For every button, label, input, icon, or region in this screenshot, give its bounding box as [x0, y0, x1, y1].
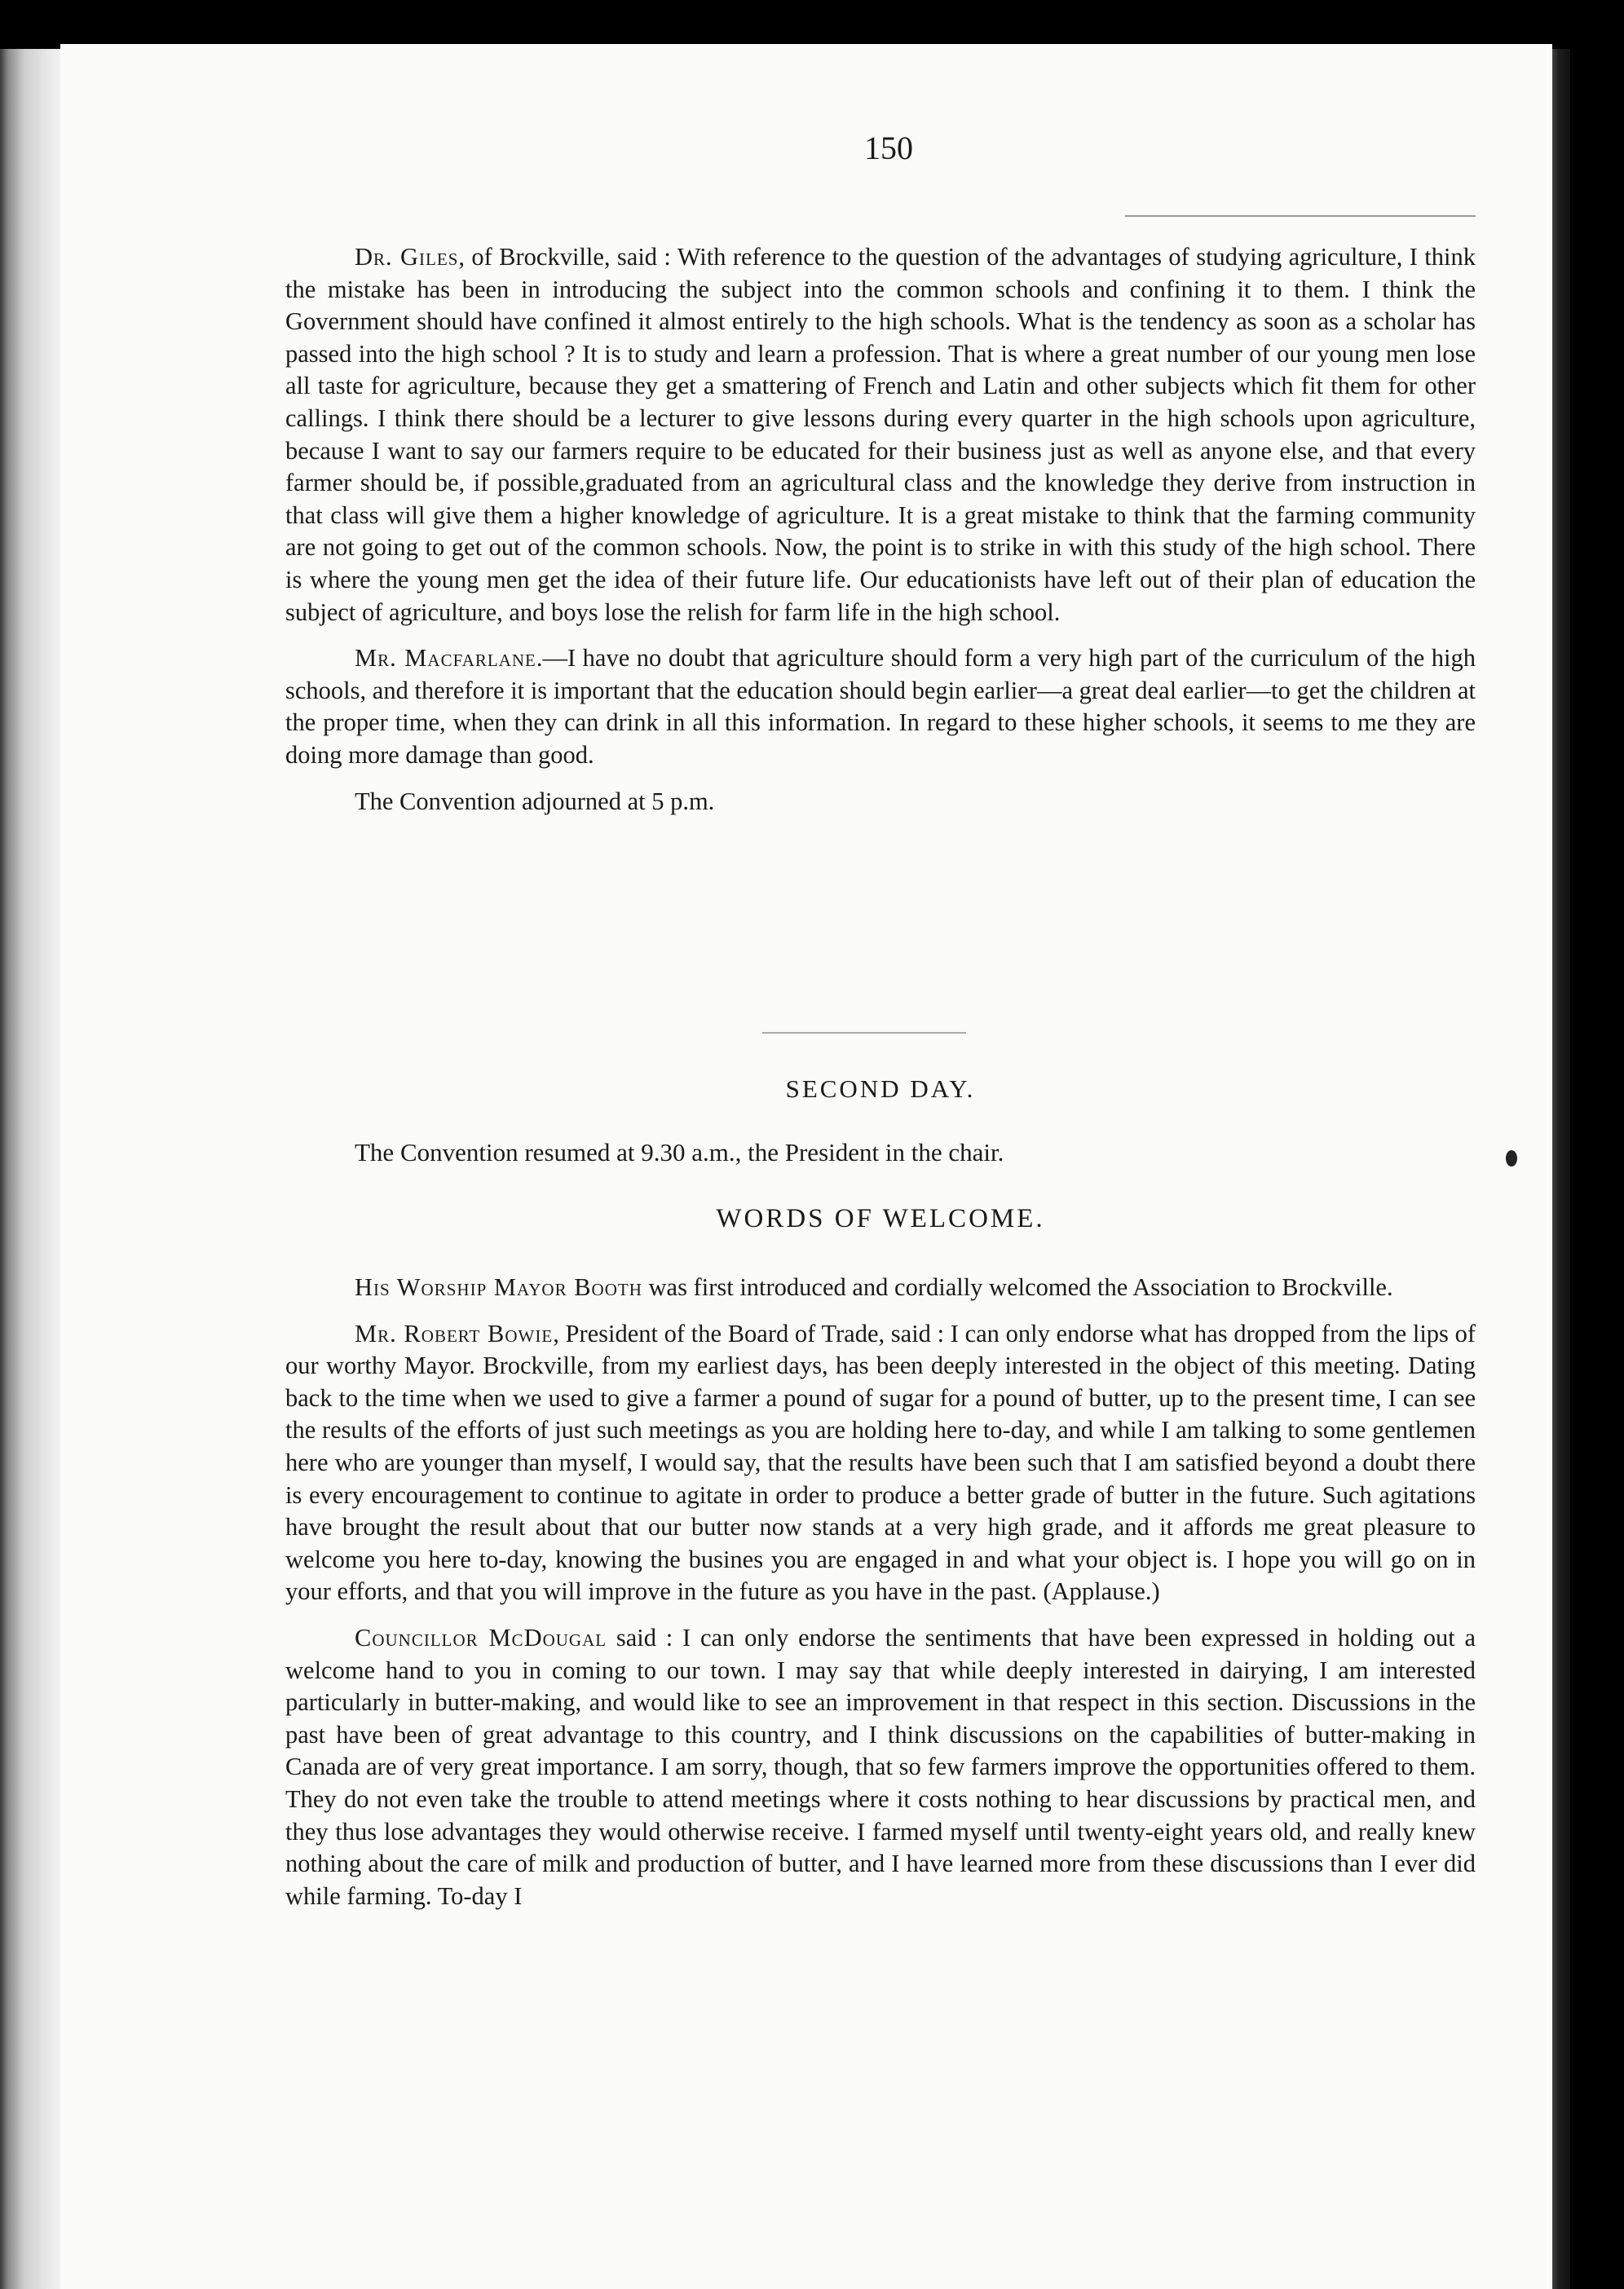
paragraph-bowie [285, 1318, 1476, 1608]
words-of-welcome-heading: WORDS OF WELCOME. [716, 1204, 1045, 1233]
convention-resumed-line: The Convention resumed at 9.30 a.m., the President in the chair. [355, 1138, 1004, 1167]
paragraph-adjourned [285, 786, 1476, 818]
paragraph-text: said : I can only endorse the sentiments that have been expressed in holding out a welcome hand to you in coming to our town. I may say that while deeply interested in dairying, I am interested particularly in butter-making, and would like to see an improvement in that respect in this section. Discussions in the past have been of great advantage to this country, and I think discussions on the capabilities of butter-making in Canada are of very great importance. I am sorry, though, that so few farmers improve the opportunities offered to them. They do not even take the trouble to attend meetings where it costs nothing to hear discussions by practical men, and they thus lose advantages they would otherwise receive. I farmed myself until twenty-eight years old, and really knew nothing about the care of milk and production of butter, and I have learned more from these discussions than I ever did while farming. To-day I [285, 1623, 1476, 1910]
paragraph-text: .—I have no doubt that agriculture should form a very high part of the curriculum of the high schools, and therefore it is important that the education should begin earlier—a great deal earlier—to get the children at the proper time, when they can drink in all this information. In regard to these higher schools, it seems to me they are doing more damage than good. [285, 644, 1476, 769]
paragraph-text: , of Brockville, said : With reference to the question of the advantages of studying agriculture, I think the mistake has been in introducing the subject into the common schools and confining it to them. I think the Government should have confined it almost entirely to the high schools. What is the tendency as soon as a scholar has passed into the high school ? It is to study and learn a profession. That is where a great number of our young men lose all taste for agriculture, because they get a smattering of French and Latin and other subjects which fit them for other callings. I think there should be a lecturer to give lessons during every quarter in the high schools upon agriculture, because I want to say our farmers require to be educated for their business just as well as anyone else, and that every farmer should be, if possible,graduated from an agricultural class and the knowledge they derive from instruction in that class will give them a higher knowledge of agriculture. It is a great mistake to think that the farming community are not going to get out of the common schools. Now, the point is to strike in with this study of the high school. There is where the young men get the idea of their future life. Our educationists have left out of their plan of education the subject of agriculture, and boys lose the relish for farm life in the high school. [285, 243, 1476, 626]
speaker-name: Dr. Giles [355, 243, 459, 271]
paragraph-mcdougal [285, 1622, 1476, 1912]
page-number: 150 [864, 130, 913, 166]
speaker-name: His Worship Mayor Booth [355, 1273, 642, 1301]
section-divider [762, 1032, 966, 1034]
speaker-name: Mr. Robert Bowie [355, 1319, 554, 1347]
welcome-section [285, 1272, 1476, 1926]
paragraph-mayor-booth [285, 1272, 1476, 1304]
paragraph-giles [285, 241, 1476, 628]
discussion-section [285, 241, 1476, 831]
page-edge-shadow [1552, 49, 1570, 2289]
paragraph-macfarlane [285, 642, 1476, 771]
scan-left-margin [0, 49, 60, 2289]
paragraph-text: was first introduced and cordially welcomed the Association to Brockville. [642, 1273, 1393, 1301]
header-rule [1125, 215, 1476, 217]
paragraph-text: , President of the Board of Trade, said : I can only endorse what has dropped from the lips of our worthy Mayor. Brockville, from my earliest days, has been deeply interested in the object of this meeting. Dating back to the time when we used to give a farmer a pound of sugar for a pound of butter, up to the present time, I can see the results of the efforts of just such meetings as you are holding here to-day, and while I am talking to some gentlemen here who are younger than myself, I would say, that the results have been such that I am satisfied beyond a doubt there is every encouragement to continue to agitate in order to produce a better grade of butter in the future. Such agitations have brought the result about that our butter now stands at a very high grade, and it affords me great pleasure to welcome you here to-day, knowing the busines you are engaged in and what your object is. I hope you will go on in your efforts, and that you will improve in the future as you have in the past. (Applause.) [285, 1319, 1476, 1606]
paragraph-text: The Convention adjourned at 5 p.m. [355, 787, 715, 815]
second-day-heading: SECOND DAY. [785, 1074, 976, 1103]
speaker-name: Councillor McDougal [355, 1623, 607, 1652]
ink-blot [1506, 1150, 1517, 1167]
speaker-name: Mr. Macfarlane [355, 644, 536, 673]
